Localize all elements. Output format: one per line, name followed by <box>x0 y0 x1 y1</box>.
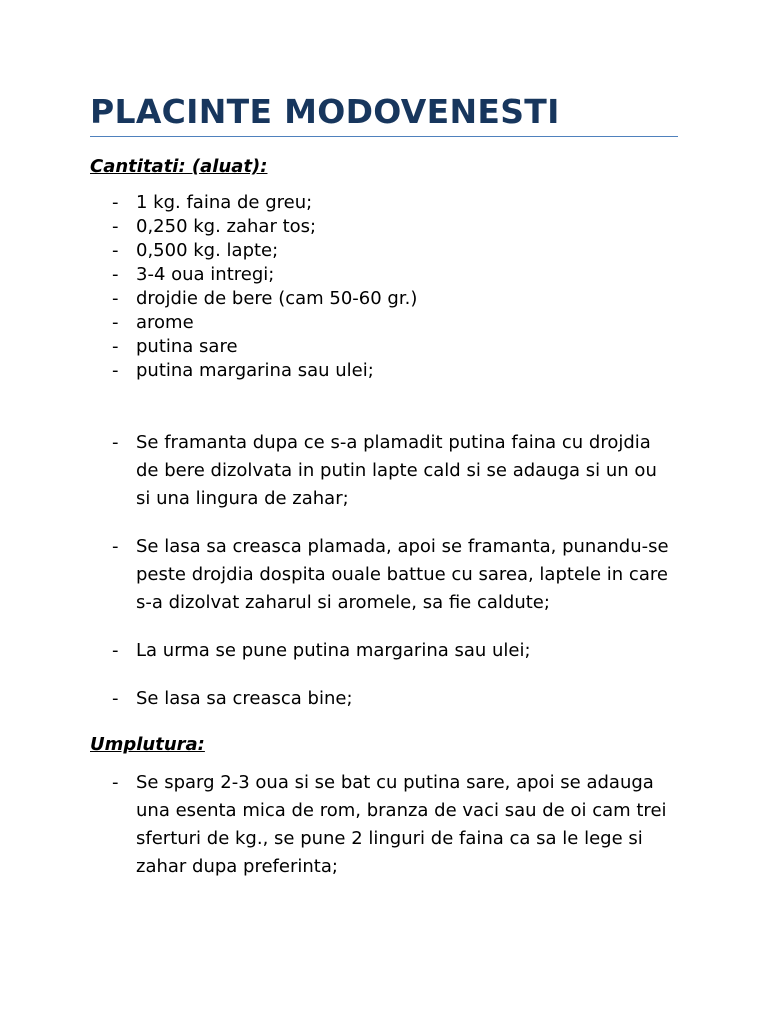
bullet-dash: - <box>112 536 119 557</box>
step-item <box>90 429 678 513</box>
ingredient-text: arome <box>136 312 194 333</box>
step-item <box>90 769 678 881</box>
ingredient-item <box>90 191 678 215</box>
step-text: Se framanta dupa ce s-a plamadit putina faina cu drojdia de bere dizolvata in putin lapte cald si se adauga si un ou si una lingura de zahar; <box>136 432 657 509</box>
ingredient-text: 1 kg. faina de greu; <box>136 192 313 213</box>
bullet-dash: - <box>112 432 119 453</box>
bullet-dash: - <box>112 264 119 285</box>
quantities-heading: Cantitati: (aluat): <box>90 156 268 177</box>
bullet-dash: - <box>112 192 119 213</box>
bullet-dash: - <box>112 240 119 261</box>
filling-steps <box>90 769 678 881</box>
ingredient-item <box>90 287 678 311</box>
bullet-dash: - <box>112 336 119 357</box>
ingredient-item <box>90 311 678 335</box>
bullet-dash: - <box>112 640 119 661</box>
ingredient-list <box>90 191 678 383</box>
ingredient-text: 0,500 kg. lapte; <box>136 240 279 261</box>
ingredient-item <box>90 215 678 239</box>
ingredient-item <box>90 239 678 263</box>
ingredient-text: 3-4 oua intregi; <box>136 264 275 285</box>
step-text: Se lasa sa creasca bine; <box>136 688 353 709</box>
step-item <box>90 685 678 713</box>
bullet-dash: - <box>112 288 119 309</box>
ingredient-item <box>90 263 678 287</box>
bullet-dash: - <box>112 216 119 237</box>
ingredient-text: putina margarina sau ulei; <box>136 360 374 381</box>
bullet-dash: - <box>112 360 119 381</box>
step-text: La urma se pune putina margarina sau ulei; <box>136 640 531 661</box>
ingredient-item <box>90 359 678 383</box>
step-text: Se sparg 2-3 oua si se bat cu putina sare, apoi se adauga una esenta mica de rom, branza de vaci sau de oi cam trei sferturi de kg., se pune 2 linguri de faina ca sa le lege si zahar dupa preferinta; <box>136 772 667 877</box>
bullet-dash: - <box>112 688 119 709</box>
bullet-dash: - <box>112 312 119 333</box>
document-title: PLACINTE MODOVENESTI <box>90 92 560 131</box>
ingredient-item <box>90 335 678 359</box>
ingredient-text: drojdie de bere (cam 50-60 gr.) <box>136 288 418 309</box>
document-page <box>90 92 678 901</box>
step-item <box>90 533 678 617</box>
step-item <box>90 637 678 665</box>
ingredient-text: 0,250 kg. zahar tos; <box>136 216 317 237</box>
step-text: Se lasa sa creasca plamada, apoi se framanta, punandu-se peste drojdia dospita ouale battue cu sarea, laptele in care s-a dizolvat zaharul si aromele, sa fie caldute; <box>136 536 669 613</box>
preparation-steps <box>90 429 678 713</box>
ingredient-text: putina sare <box>136 336 238 357</box>
filling-heading: Umplutura: <box>90 734 205 755</box>
title-divider <box>90 136 678 137</box>
bullet-dash: - <box>112 772 119 793</box>
